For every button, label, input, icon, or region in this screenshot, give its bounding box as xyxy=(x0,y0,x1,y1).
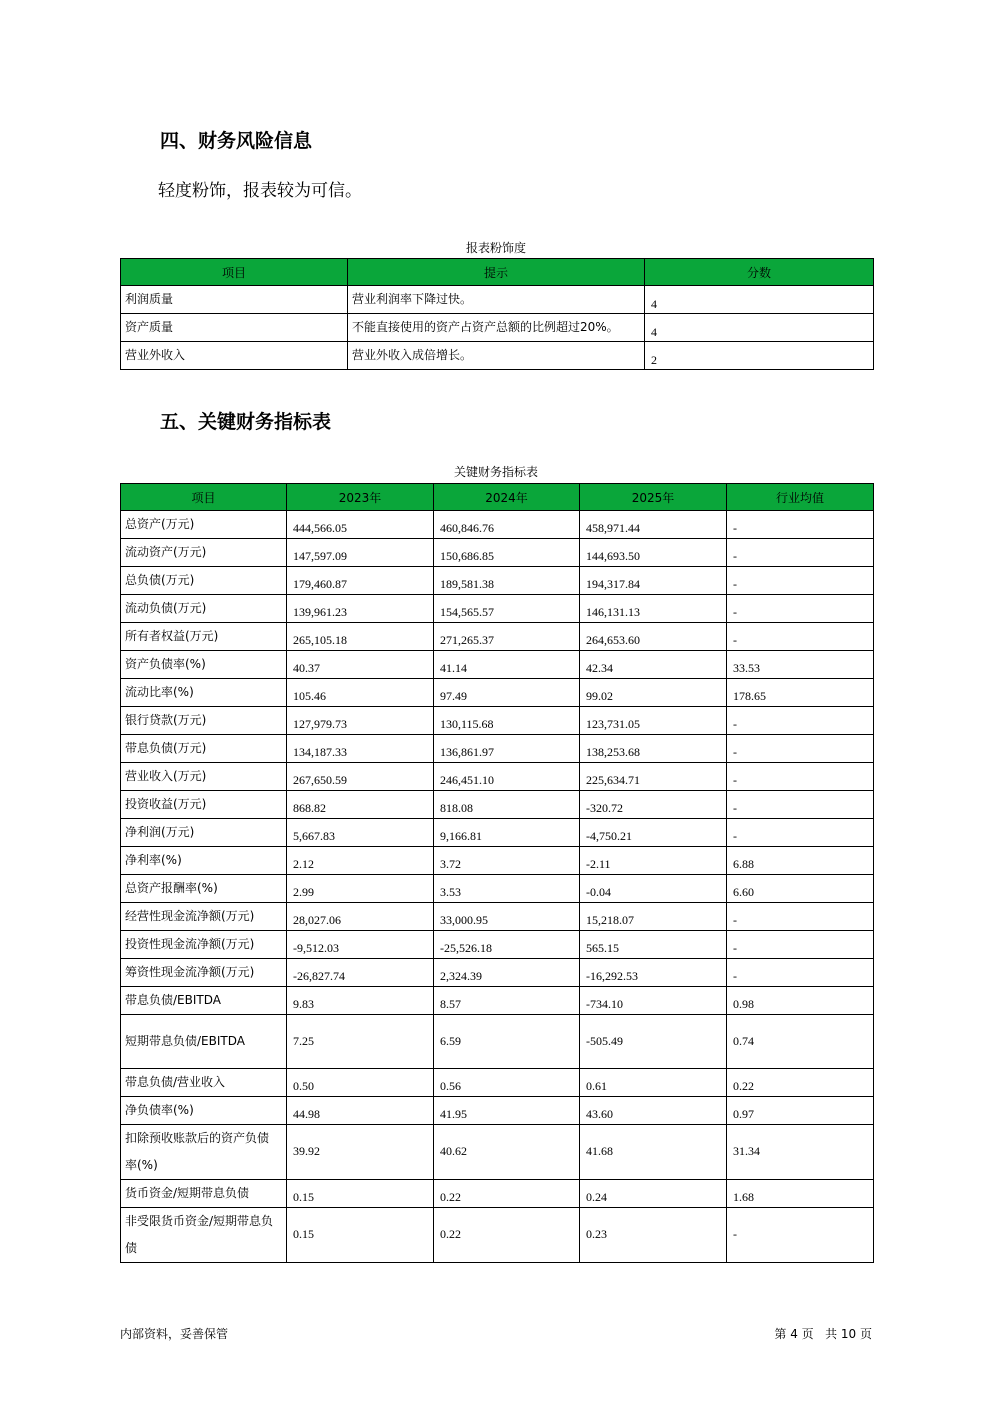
kpi-2024-cell: 3.72 xyxy=(434,847,580,875)
kpi-2025-cell: 146,131.13 xyxy=(580,595,727,623)
kpi-item-cell: 净利率(%) xyxy=(121,847,287,875)
kpi-2024-cell: 41.95 xyxy=(434,1097,580,1125)
footer-confidential-note: 内部资料，妥善保管 xyxy=(120,1327,229,1341)
kpi-2024-cell: 189,581.38 xyxy=(434,567,580,595)
kpi-2024-cell: 246,451.10 xyxy=(434,763,580,791)
kpi-industry-avg-cell: - xyxy=(727,567,874,595)
kpi-2023-cell: 5,667.83 xyxy=(287,819,434,847)
kpi-industry-avg-cell: - xyxy=(727,819,874,847)
kpi-2025-cell: -505.49 xyxy=(580,1015,727,1069)
table-row xyxy=(121,679,874,707)
kpi-table-caption: 关键财务指标表 xyxy=(453,465,538,479)
kpi-industry-avg-cell: 0.97 xyxy=(727,1097,874,1125)
kpi-2024-cell: 136,861.97 xyxy=(434,735,580,763)
kpi-industry-avg-cell: - xyxy=(727,595,874,623)
kpi-2023-cell: 2.12 xyxy=(287,847,434,875)
table-row xyxy=(121,1180,874,1208)
kpi-2024-cell: -25,526.18 xyxy=(434,931,580,959)
kpi-2023-cell: 134,187.33 xyxy=(287,735,434,763)
kpi-2023-cell: 179,460.87 xyxy=(287,567,434,595)
kpi-item-cell: 投资性现金流净额(万元) xyxy=(121,931,287,959)
risk-item-cell: 资产质量 xyxy=(121,314,348,342)
kpi-2025-cell: 41.68 xyxy=(580,1125,727,1180)
kpi-2025-cell: 42.34 xyxy=(580,651,727,679)
kpi-2024-cell: 3.53 xyxy=(434,875,580,903)
section-4-heading: 四、财务风险信息 xyxy=(160,130,313,152)
table-row xyxy=(121,819,874,847)
kpi-industry-avg-cell: 6.88 xyxy=(727,847,874,875)
kpi-2024-cell: 9,166.81 xyxy=(434,819,580,847)
table-row xyxy=(121,791,874,819)
table-row xyxy=(121,342,874,370)
kpi-2024-cell: 818.08 xyxy=(434,791,580,819)
kpi-2024-cell: 130,115.68 xyxy=(434,707,580,735)
risk-hint-cell: 不能直接使用的资产占资产总额的比例超过20%。 xyxy=(348,314,645,342)
kpi-item-cell: 总资产(万元) xyxy=(121,511,287,539)
kpi-industry-avg-cell: 1.68 xyxy=(727,1180,874,1208)
kpi-2023-cell: 444,566.05 xyxy=(287,511,434,539)
kpi-item-cell: 带息负债/营业收入 xyxy=(121,1069,287,1097)
kpi-item-cell: 扣除预收账款后的资产负债率(%) xyxy=(121,1125,287,1180)
kpi-item-cell: 带息负债(万元) xyxy=(121,735,287,763)
kpi-industry-avg-cell: 0.98 xyxy=(727,987,874,1015)
kpi-2025-cell: -320.72 xyxy=(580,791,727,819)
risk-hint-cell: 营业利润率下降过快。 xyxy=(348,286,645,314)
kpi-2025-cell: 123,731.05 xyxy=(580,707,727,735)
kpi-2025-cell: 43.60 xyxy=(580,1097,727,1125)
kpi-industry-avg-cell: - xyxy=(727,539,874,567)
kpi-industry-avg-cell: 0.74 xyxy=(727,1015,874,1069)
kpi-item-cell: 投资收益(万元) xyxy=(121,791,287,819)
kpi-industry-avg-cell: - xyxy=(727,1208,874,1263)
kpi-2023-cell: -9,512.03 xyxy=(287,931,434,959)
table-row xyxy=(121,314,874,342)
kpi-industry-avg-cell: 6.60 xyxy=(727,875,874,903)
kpi-2024-cell: 150,686.85 xyxy=(434,539,580,567)
kpi-item-cell: 流动资产(万元) xyxy=(121,539,287,567)
kpi-item-cell: 所有者权益(万元) xyxy=(121,623,287,651)
kpi-2023-cell: 0.15 xyxy=(287,1208,434,1263)
kpi-table xyxy=(120,483,874,1263)
kpi-2025-cell: -16,292.53 xyxy=(580,959,727,987)
risk-header-item: 项目 xyxy=(121,259,348,286)
table-row xyxy=(121,1097,874,1125)
section-5-heading: 五、关键财务指标表 xyxy=(160,411,332,433)
kpi-2024-cell: 460,846.76 xyxy=(434,511,580,539)
kpi-2023-cell: 127,979.73 xyxy=(287,707,434,735)
kpi-2024-cell: 40.62 xyxy=(434,1125,580,1180)
kpi-2023-cell: 40.37 xyxy=(287,651,434,679)
risk-score-cell: 4 xyxy=(645,314,874,342)
risk-summary: 轻度粉饰，报表较为可信。 xyxy=(158,181,362,201)
table-row xyxy=(121,707,874,735)
kpi-2023-cell: 2.99 xyxy=(287,875,434,903)
table-row xyxy=(121,651,874,679)
kpi-2025-cell: 99.02 xyxy=(580,679,727,707)
kpi-header-industry-avg: 行业均值 xyxy=(727,484,874,511)
risk-score-cell: 4 xyxy=(645,286,874,314)
kpi-2025-cell: 225,634.71 xyxy=(580,763,727,791)
kpi-2023-cell: 139,961.23 xyxy=(287,595,434,623)
kpi-item-cell: 短期带息负债/EBITDA xyxy=(121,1015,287,1069)
risk-header-score: 分数 xyxy=(645,259,874,286)
kpi-2025-cell: -0.04 xyxy=(580,875,727,903)
table-row xyxy=(121,539,874,567)
kpi-2025-cell: -2.11 xyxy=(580,847,727,875)
kpi-2024-cell: 97.49 xyxy=(434,679,580,707)
kpi-2023-cell: -26,827.74 xyxy=(287,959,434,987)
kpi-2025-cell: 15,218.07 xyxy=(580,903,727,931)
table-row xyxy=(121,987,874,1015)
kpi-industry-avg-cell: - xyxy=(727,707,874,735)
kpi-2024-cell: 8.57 xyxy=(434,987,580,1015)
kpi-2023-cell: 9.83 xyxy=(287,987,434,1015)
kpi-header-item: 项目 xyxy=(121,484,287,511)
kpi-2023-cell: 39.92 xyxy=(287,1125,434,1180)
kpi-2025-cell: -4,750.21 xyxy=(580,819,727,847)
kpi-header-2024: 2024年 xyxy=(434,484,580,511)
risk-score-cell: 2 xyxy=(645,342,874,370)
kpi-item-cell: 净利润(万元) xyxy=(121,819,287,847)
kpi-item-cell: 资产负债率(%) xyxy=(121,651,287,679)
kpi-2025-cell: 458,971.44 xyxy=(580,511,727,539)
risk-hint-cell: 营业外收入成倍增长。 xyxy=(348,342,645,370)
table-row xyxy=(121,1015,874,1069)
kpi-2025-cell: 194,317.84 xyxy=(580,567,727,595)
kpi-industry-avg-cell: - xyxy=(727,791,874,819)
table-row xyxy=(121,763,874,791)
kpi-industry-avg-cell: - xyxy=(727,903,874,931)
kpi-2025-cell: 0.61 xyxy=(580,1069,727,1097)
risk-item-cell: 利润质量 xyxy=(121,286,348,314)
kpi-2023-cell: 105.46 xyxy=(287,679,434,707)
kpi-2023-cell: 44.98 xyxy=(287,1097,434,1125)
kpi-industry-avg-cell: 0.22 xyxy=(727,1069,874,1097)
kpi-industry-avg-cell: 178.65 xyxy=(727,679,874,707)
table-row xyxy=(121,1208,874,1263)
kpi-2024-cell: 271,265.37 xyxy=(434,623,580,651)
table-row xyxy=(121,931,874,959)
kpi-industry-avg-cell: 31.34 xyxy=(727,1125,874,1180)
table-row xyxy=(121,959,874,987)
risk-table-caption: 报表粉饰度 xyxy=(465,241,526,255)
kpi-industry-avg-cell: - xyxy=(727,931,874,959)
kpi-2025-cell: 0.24 xyxy=(580,1180,727,1208)
kpi-2025-cell: 138,253.68 xyxy=(580,735,727,763)
kpi-2024-cell: 154,565.57 xyxy=(434,595,580,623)
kpi-2023-cell: 0.15 xyxy=(287,1180,434,1208)
table-row xyxy=(121,847,874,875)
kpi-2025-cell: 264,653.60 xyxy=(580,623,727,651)
kpi-item-cell: 非受限货币资金/短期带息负债 xyxy=(121,1208,287,1263)
kpi-item-cell: 银行贷款(万元) xyxy=(121,707,287,735)
kpi-2025-cell: 0.23 xyxy=(580,1208,727,1263)
kpi-item-cell: 流动负债(万元) xyxy=(121,595,287,623)
kpi-2024-cell: 41.14 xyxy=(434,651,580,679)
table-row xyxy=(121,903,874,931)
kpi-item-cell: 流动比率(%) xyxy=(121,679,287,707)
kpi-2023-cell: 868.82 xyxy=(287,791,434,819)
kpi-2023-cell: 267,650.59 xyxy=(287,763,434,791)
footer-page-number: 第 4 页 共 10 页 xyxy=(774,1327,872,1341)
kpi-2023-cell: 28,027.06 xyxy=(287,903,434,931)
kpi-2025-cell: 144,693.50 xyxy=(580,539,727,567)
kpi-2025-cell: -734.10 xyxy=(580,987,727,1015)
kpi-industry-avg-cell: - xyxy=(727,763,874,791)
kpi-2023-cell: 7.25 xyxy=(287,1015,434,1069)
kpi-industry-avg-cell: - xyxy=(727,735,874,763)
kpi-2024-cell: 33,000.95 xyxy=(434,903,580,931)
table-row xyxy=(121,623,874,651)
kpi-industry-avg-cell: 33.53 xyxy=(727,651,874,679)
kpi-2025-cell: 565.15 xyxy=(580,931,727,959)
risk-item-cell: 营业外收入 xyxy=(121,342,348,370)
kpi-header-2025: 2025年 xyxy=(580,484,727,511)
kpi-item-cell: 货币资金/短期带息负债 xyxy=(121,1180,287,1208)
kpi-item-cell: 带息负债/EBITDA xyxy=(121,987,287,1015)
kpi-industry-avg-cell: - xyxy=(727,623,874,651)
table-row xyxy=(121,595,874,623)
kpi-item-cell: 净负债率(%) xyxy=(121,1097,287,1125)
kpi-2023-cell: 0.50 xyxy=(287,1069,434,1097)
risk-header-hint: 提示 xyxy=(348,259,645,286)
kpi-header-2023: 2023年 xyxy=(287,484,434,511)
kpi-industry-avg-cell: - xyxy=(727,959,874,987)
table-row xyxy=(121,735,874,763)
kpi-industry-avg-cell: - xyxy=(727,511,874,539)
table-row xyxy=(121,286,874,314)
table-row xyxy=(121,511,874,539)
kpi-item-cell: 总负债(万元) xyxy=(121,567,287,595)
kpi-2024-cell: 2,324.39 xyxy=(434,959,580,987)
table-row xyxy=(121,1069,874,1097)
risk-table xyxy=(120,258,874,370)
kpi-2024-cell: 0.56 xyxy=(434,1069,580,1097)
kpi-2023-cell: 147,597.09 xyxy=(287,539,434,567)
kpi-2024-cell: 0.22 xyxy=(434,1180,580,1208)
kpi-2024-cell: 6.59 xyxy=(434,1015,580,1069)
table-row xyxy=(121,1125,874,1180)
kpi-item-cell: 营业收入(万元) xyxy=(121,763,287,791)
kpi-item-cell: 经营性现金流净额(万元) xyxy=(121,903,287,931)
kpi-item-cell: 总资产报酬率(%) xyxy=(121,875,287,903)
kpi-item-cell: 筹资性现金流净额(万元) xyxy=(121,959,287,987)
table-row xyxy=(121,875,874,903)
table-row xyxy=(121,567,874,595)
kpi-2023-cell: 265,105.18 xyxy=(287,623,434,651)
kpi-2024-cell: 0.22 xyxy=(434,1208,580,1263)
